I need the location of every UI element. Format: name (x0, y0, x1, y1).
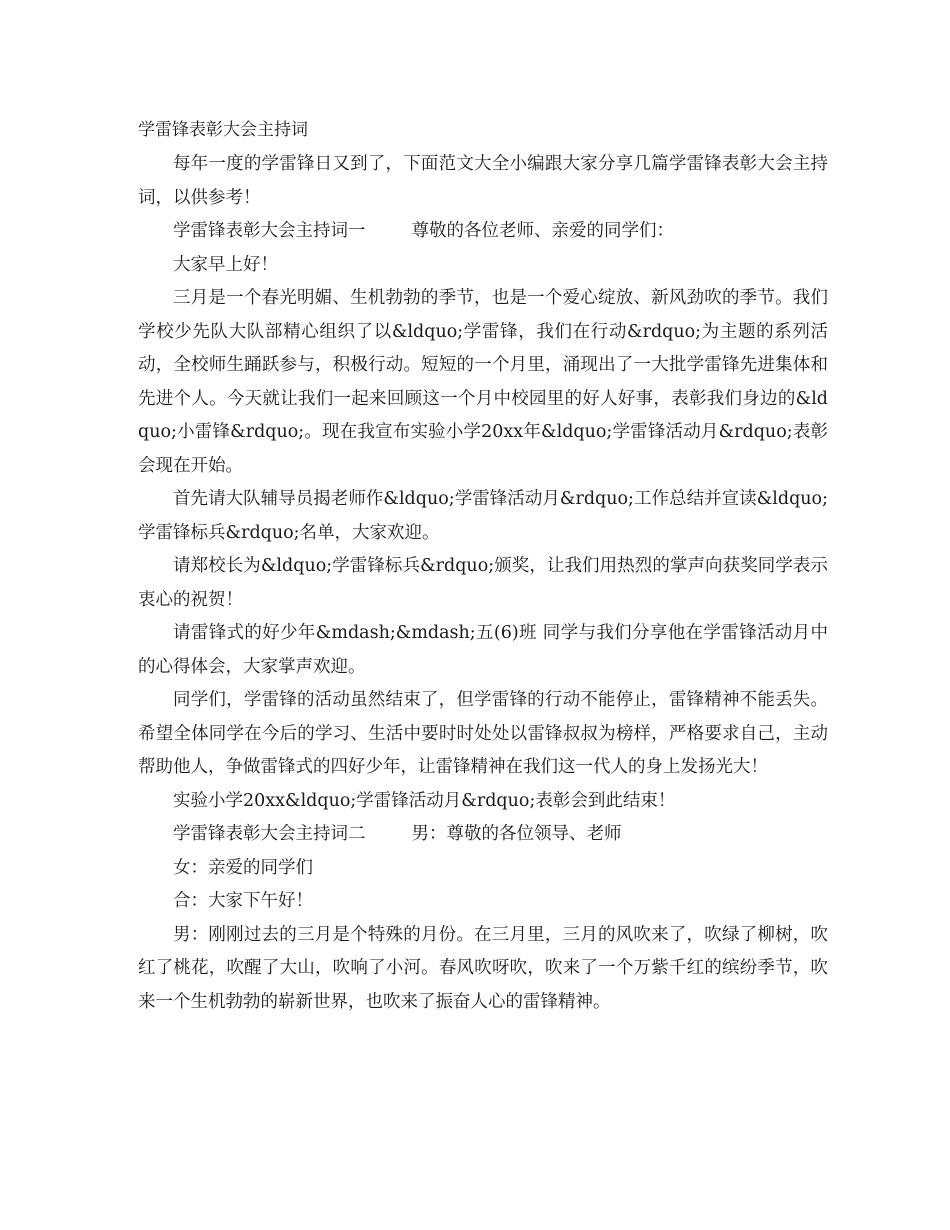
paragraph-section-one-heading (138, 215, 828, 249)
section-one-greeting: 尊敬的各位老师、亲爱的同学们： (411, 221, 674, 241)
paragraph-together-greeting: 合：大家下午好！ (173, 891, 313, 911)
document-title: 学雷锋表彰大会主持词 (138, 120, 308, 140)
paragraph-sharing: 请雷锋式的好少年&mdash;&mdash;五(6)班 同学与我们分享他在学雷锋活动月中的心得体会，大家掌声欢迎。 (138, 623, 828, 677)
paragraph-female-greeting: 女：亲爱的同学们 (173, 857, 313, 878)
paragraph-closing-remarks: 同学们，学雷锋的活动虽然结束了，但学雷锋的行动不能停止，雷锋精神不能丢失。希望全体同学在今后的学习、生活中要时时处处以雷锋叔叔为榜样，严格要求自己，主动帮助他人，争做雷锋式的四好少年，让雷锋精神在我们这一代人的身上发扬光大！ (138, 690, 828, 777)
paragraph-section-two-heading (138, 818, 828, 852)
paragraph-end-announcement: 实验小学20xx&ldquo;学雷锋活动月&rdquo;表彰会到此结束！ (173, 790, 676, 811)
section-two-title: 学雷锋表彰大会主持词二 (173, 824, 366, 844)
document-body (138, 116, 828, 1019)
paragraph-good-morning: 大家早上好！ (173, 254, 278, 275)
section-two-greeting: 男：尊敬的各位领导、老师 (411, 824, 622, 844)
paragraph-summary-report: 首先请大队辅导员揭老师作&ldquo;学雷锋活动月&rdquo;工作总结并宣读&ldquo;学雷锋标兵&rdquo;名单，大家欢迎。 (138, 489, 828, 543)
paragraph-march-intro: 三月是一个春光明媚、生机勃勃的季节，也是一个爱心绽放、新风劲吹的季节。我们学校少先队大队部精心组织了以&ldquo;学雷锋，我们在行动&rdquo;为主题的系列活动，全校师生踊跃参与，积极行动。短短的一个月里，涌现出了一大批学雷锋先进集体和先进个人。今天就让我们一起来回顾这一个月中校园里的好人好事，表彰我们身边的&ldquo;小雷锋&rdquo;。现在我宣布实验小学20xx年&ldquo;学雷锋活动月&rdquo;表彰会现在开始。 (138, 288, 828, 476)
paragraph-male-march: 男：刚刚过去的三月是个特殊的月份。在三月里，三月的风吹来了，吹绿了柳树，吹红了桃花，吹醒了大山，吹响了小河。春风吹呀吹，吹来了一个万紫千红的缤纷季节，吹来一个生机勃勃的崭新世界，也吹来了振奋人心的雷锋精神。 (138, 924, 828, 1012)
paragraph-award: 请郑校长为&ldquo;学雷锋标兵&rdquo;颁奖，让我们用热烈的掌声向获奖同学表示衷心的祝贺！ (138, 556, 828, 610)
section-one-title: 学雷锋表彰大会主持词一 (173, 221, 366, 241)
paragraph-intro: 每年一度的学雷锋日又到了，下面范文大全小编跟大家分享几篇学雷锋表彰大会主持词，以供参考！ (138, 154, 828, 208)
